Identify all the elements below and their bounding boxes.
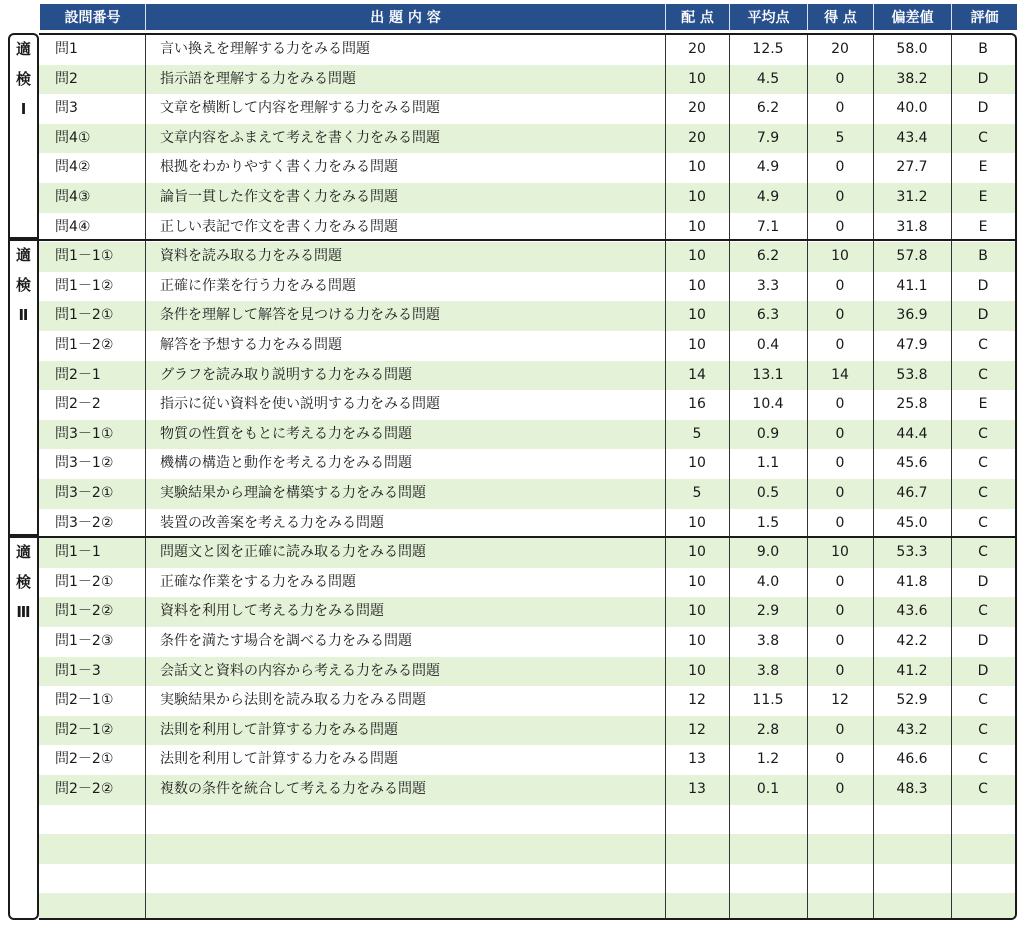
points-cell: 10 bbox=[688, 70, 706, 87]
header-score: 得 点 bbox=[808, 4, 874, 30]
rating-cell: B bbox=[978, 248, 988, 265]
average-cell: 1.2 bbox=[756, 751, 780, 768]
rating-cell: C bbox=[978, 425, 988, 442]
points-cell: 14 bbox=[688, 366, 706, 383]
points-cell: 10 bbox=[688, 633, 706, 649]
rating-cell: C bbox=[978, 603, 988, 620]
table-row bbox=[39, 153, 1015, 183]
section-label-1 bbox=[8, 33, 39, 239]
points-cell: 5 bbox=[692, 425, 702, 442]
deviation-cell: 36.9 bbox=[896, 307, 928, 324]
question-description: 資料を読み取る力をみる問題 bbox=[160, 248, 342, 265]
table-row bbox=[39, 479, 1015, 509]
points-cell: 10 bbox=[688, 603, 706, 620]
rating-cell: D bbox=[977, 633, 989, 649]
question-number: 問2－2 bbox=[55, 396, 101, 413]
section-label-char: Ⅱ bbox=[18, 306, 29, 324]
deviation-cell: 46.6 bbox=[896, 751, 928, 768]
question-number: 問1－2① bbox=[55, 307, 114, 324]
average-cell: 0.4 bbox=[756, 337, 780, 353]
deviation-cell: 27.7 bbox=[896, 159, 928, 176]
average-cell: 6.3 bbox=[756, 307, 780, 324]
question-description: 論旨一貫した作文を書く力をみる問題 bbox=[160, 189, 398, 205]
table-row bbox=[39, 361, 1015, 391]
table-row bbox=[39, 509, 1015, 539]
question-number: 問2 bbox=[55, 70, 78, 87]
average-cell: 3.3 bbox=[756, 277, 780, 294]
rating-cell: D bbox=[977, 277, 989, 294]
average-cell: 4.9 bbox=[756, 159, 780, 176]
deviation-cell: 52.9 bbox=[896, 692, 928, 709]
question-number: 問2－2② bbox=[55, 781, 114, 797]
rating-cell: D bbox=[977, 662, 989, 679]
question-number: 問3－1② bbox=[55, 455, 114, 472]
score-cell: 0 bbox=[835, 455, 845, 472]
average-cell: 7.1 bbox=[756, 218, 780, 235]
deviation-cell: 47.9 bbox=[896, 337, 928, 353]
question-number: 問4① bbox=[55, 129, 91, 146]
section-label-char: 適 bbox=[15, 246, 31, 264]
question-number: 問4③ bbox=[55, 189, 91, 205]
average-cell: 3.8 bbox=[756, 662, 780, 679]
table-row bbox=[39, 775, 1015, 805]
score-cell: 0 bbox=[835, 70, 845, 87]
score-cell: 0 bbox=[835, 396, 845, 413]
points-cell: 10 bbox=[688, 248, 706, 265]
section-label-char: 検 bbox=[15, 276, 31, 294]
row-stripe bbox=[39, 864, 1015, 894]
question-number: 問2－1② bbox=[55, 721, 114, 738]
points-cell: 10 bbox=[688, 307, 706, 324]
score-cell: 10 bbox=[831, 544, 849, 561]
rating-cell: E bbox=[978, 396, 988, 413]
question-description: 法則を利用して計算する力をみる問題 bbox=[160, 721, 398, 738]
rating-cell: C bbox=[978, 485, 988, 501]
question-number: 問3－2① bbox=[55, 485, 114, 501]
score-cell: 0 bbox=[835, 573, 845, 590]
question-number: 問1－1① bbox=[55, 248, 114, 265]
question-description: 文章内容をふまえて考えを書く力をみる問題 bbox=[160, 129, 440, 146]
points-cell: 10 bbox=[688, 544, 706, 561]
average-cell: 0.5 bbox=[756, 485, 780, 501]
average-cell: 2.9 bbox=[756, 603, 780, 620]
deviation-cell: 38.2 bbox=[896, 70, 928, 87]
header-rating: 評価 bbox=[952, 4, 1017, 30]
question-description: グラフを読み取り説明する力をみる問題 bbox=[160, 366, 412, 383]
rating-cell: C bbox=[978, 366, 988, 383]
row-stripe bbox=[39, 834, 1015, 864]
points-cell: 20 bbox=[688, 100, 706, 117]
question-description: 指示に従い資料を使い説明する力をみる問題 bbox=[160, 396, 440, 413]
points-cell: 10 bbox=[688, 337, 706, 353]
question-description: 条件を満たす場合を調べる力をみる問題 bbox=[160, 633, 412, 649]
average-cell: 11.5 bbox=[752, 692, 784, 709]
question-description: 解答を予想する力をみる問題 bbox=[160, 337, 342, 353]
deviation-cell: 31.8 bbox=[896, 218, 928, 235]
points-cell: 10 bbox=[688, 218, 706, 235]
question-number: 問3－1① bbox=[55, 425, 114, 442]
table-row bbox=[39, 420, 1015, 450]
average-cell: 2.8 bbox=[756, 721, 780, 738]
rating-cell: E bbox=[978, 159, 988, 176]
question-description: 実験結果から法則を読み取る力をみる問題 bbox=[160, 692, 426, 709]
question-description: 実験結果から理論を構築する力をみる問題 bbox=[160, 485, 426, 501]
header-deviation: 偏差値 bbox=[874, 4, 952, 30]
question-number: 問1－1② bbox=[55, 277, 114, 294]
question-description: 資料を利用して考える力をみる問題 bbox=[160, 603, 384, 620]
section-label-char: Ⅲ bbox=[16, 603, 31, 621]
question-description: 複数の条件を統合して考える力をみる問題 bbox=[160, 781, 426, 797]
table-row bbox=[39, 183, 1015, 213]
average-cell: 13.1 bbox=[752, 366, 784, 383]
score-cell: 20 bbox=[831, 41, 849, 57]
question-number: 問4② bbox=[55, 159, 91, 176]
deviation-cell: 43.6 bbox=[896, 603, 928, 620]
section-label-char: 検 bbox=[15, 573, 31, 591]
header-average: 平均点 bbox=[730, 4, 808, 30]
question-number: 問2－2① bbox=[55, 751, 114, 768]
average-cell: 10.4 bbox=[752, 396, 784, 413]
question-number: 問4④ bbox=[55, 218, 91, 235]
deviation-cell: 41.8 bbox=[896, 573, 928, 590]
average-cell: 0.9 bbox=[756, 425, 780, 442]
table-row bbox=[39, 94, 1015, 124]
table-row bbox=[39, 686, 1015, 716]
score-cell: 0 bbox=[835, 307, 845, 324]
deviation-cell: 44.4 bbox=[896, 425, 928, 442]
question-number: 問1－2① bbox=[55, 573, 114, 590]
score-cell: 0 bbox=[835, 277, 845, 294]
points-cell: 12 bbox=[688, 692, 706, 709]
deviation-cell: 57.8 bbox=[896, 248, 928, 265]
deviation-cell: 53.3 bbox=[896, 544, 928, 561]
rating-cell: D bbox=[977, 70, 989, 87]
average-cell: 3.8 bbox=[756, 633, 780, 649]
table-row bbox=[39, 597, 1015, 627]
question-number: 問1－1 bbox=[55, 544, 101, 561]
score-cell: 5 bbox=[835, 129, 845, 146]
question-description: 物質の性質をもとに考える力をみる問題 bbox=[160, 425, 412, 442]
deviation-cell: 53.8 bbox=[896, 366, 928, 383]
score-cell: 0 bbox=[835, 485, 845, 501]
average-cell: 0.1 bbox=[756, 781, 780, 797]
average-cell: 4.5 bbox=[756, 70, 780, 87]
section-label-3 bbox=[8, 536, 39, 920]
score-cell: 0 bbox=[835, 218, 845, 235]
deviation-cell: 58.0 bbox=[896, 41, 928, 57]
rating-cell: C bbox=[978, 544, 988, 561]
points-cell: 10 bbox=[688, 277, 706, 294]
rating-cell: E bbox=[978, 218, 988, 235]
question-description: 正確な作業をする力をみる問題 bbox=[160, 573, 356, 590]
question-description: 言い換えを理解する力をみる問題 bbox=[160, 41, 370, 57]
deviation-cell: 43.4 bbox=[896, 129, 928, 146]
score-cell: 0 bbox=[835, 662, 845, 679]
rating-cell: D bbox=[977, 573, 989, 590]
table-row bbox=[39, 627, 1015, 657]
score-cell: 0 bbox=[835, 100, 845, 117]
table-row bbox=[39, 272, 1015, 302]
rating-cell: C bbox=[978, 721, 988, 738]
rating-cell: D bbox=[977, 307, 989, 324]
section-label-char: 適 bbox=[15, 543, 31, 561]
deviation-cell: 41.1 bbox=[896, 277, 928, 294]
header-number: 設問番号 bbox=[40, 4, 146, 30]
table-row bbox=[39, 65, 1015, 95]
score-cell: 14 bbox=[831, 366, 849, 383]
rating-cell: B bbox=[978, 41, 988, 57]
question-description: 機構の構造と動作を考える力をみる問題 bbox=[160, 455, 412, 472]
rating-cell: C bbox=[978, 692, 988, 709]
points-cell: 12 bbox=[688, 721, 706, 738]
rating-cell: C bbox=[978, 751, 988, 768]
deviation-cell: 45.0 bbox=[896, 514, 928, 531]
question-number: 問3－2② bbox=[55, 514, 114, 531]
points-cell: 10 bbox=[688, 514, 706, 531]
table-row bbox=[39, 745, 1015, 775]
points-cell: 10 bbox=[688, 455, 706, 472]
row-stripe bbox=[39, 805, 1015, 835]
points-cell: 13 bbox=[688, 751, 706, 768]
table-row bbox=[39, 35, 1015, 65]
points-cell: 5 bbox=[692, 485, 702, 501]
question-description: 法則を利用して計算する力をみる問題 bbox=[160, 751, 398, 768]
score-cell: 12 bbox=[831, 692, 849, 709]
score-cell: 0 bbox=[835, 514, 845, 531]
average-cell: 1.1 bbox=[756, 455, 780, 472]
rating-cell: C bbox=[978, 514, 988, 531]
rating-cell: D bbox=[977, 100, 989, 117]
question-description: 正しい表記で作文を書く力をみる問題 bbox=[160, 218, 398, 235]
section-label-2 bbox=[8, 239, 39, 536]
question-number: 問1 bbox=[55, 41, 78, 57]
table-row bbox=[39, 242, 1015, 272]
question-description: 問題文と図を正確に読み取る力をみる問題 bbox=[160, 544, 426, 561]
points-cell: 10 bbox=[688, 573, 706, 590]
deviation-cell: 46.7 bbox=[896, 485, 928, 501]
header-points: 配 点 bbox=[666, 4, 730, 30]
points-cell: 16 bbox=[688, 396, 706, 413]
score-cell: 0 bbox=[835, 633, 845, 649]
deviation-cell: 41.2 bbox=[896, 662, 928, 679]
points-cell: 20 bbox=[688, 41, 706, 57]
section-label-char: Ⅰ bbox=[20, 100, 27, 118]
score-cell: 0 bbox=[835, 751, 845, 768]
section-label-char: 適 bbox=[15, 40, 31, 58]
question-description: 指示語を理解する力をみる問題 bbox=[160, 70, 356, 87]
question-description: 装置の改善案を考える力をみる問題 bbox=[160, 514, 384, 531]
score-cell: 0 bbox=[835, 425, 845, 442]
rating-cell: E bbox=[978, 189, 988, 205]
rating-cell: C bbox=[978, 129, 988, 146]
results-table bbox=[39, 33, 1017, 920]
score-cell: 0 bbox=[835, 159, 845, 176]
average-cell: 6.2 bbox=[756, 100, 780, 117]
deviation-cell: 42.2 bbox=[896, 633, 928, 649]
average-cell: 9.0 bbox=[756, 544, 780, 561]
deviation-cell: 31.2 bbox=[896, 189, 928, 205]
points-cell: 10 bbox=[688, 662, 706, 679]
rating-cell: C bbox=[978, 455, 988, 472]
table-row bbox=[39, 390, 1015, 420]
question-description: 正確に作業を行う力をみる問題 bbox=[160, 277, 356, 294]
question-number: 問1－3 bbox=[55, 662, 101, 679]
header-content: 出 題 内 容 bbox=[146, 4, 666, 30]
question-number: 問3 bbox=[55, 100, 78, 117]
table-row bbox=[39, 657, 1015, 687]
score-cell: 0 bbox=[835, 189, 845, 205]
deviation-cell: 45.6 bbox=[896, 455, 928, 472]
question-description: 文章を横断して内容を理解する力をみる問題 bbox=[160, 100, 440, 117]
question-description: 根拠をわかりやすく書く力をみる問題 bbox=[160, 159, 398, 176]
average-cell: 6.2 bbox=[756, 248, 780, 265]
score-cell: 0 bbox=[835, 721, 845, 738]
table-row bbox=[39, 331, 1015, 361]
score-cell: 0 bbox=[835, 781, 845, 797]
table-row bbox=[39, 568, 1015, 598]
section-label-char: 検 bbox=[15, 70, 31, 88]
points-cell: 10 bbox=[688, 159, 706, 176]
points-cell: 10 bbox=[688, 189, 706, 205]
table-row bbox=[39, 716, 1015, 746]
row-stripe bbox=[39, 893, 1015, 920]
rating-cell: C bbox=[978, 337, 988, 353]
table-row bbox=[39, 301, 1015, 331]
points-cell: 13 bbox=[688, 781, 706, 797]
average-cell: 12.5 bbox=[752, 41, 784, 57]
average-cell: 1.5 bbox=[756, 514, 780, 531]
deviation-cell: 40.0 bbox=[896, 100, 928, 117]
deviation-cell: 25.8 bbox=[896, 396, 928, 413]
points-cell: 20 bbox=[688, 129, 706, 146]
question-number: 問1－2③ bbox=[55, 633, 114, 649]
question-number: 問2－1① bbox=[55, 692, 114, 709]
question-description: 条件を理解して解答を見つける力をみる問題 bbox=[160, 307, 440, 324]
average-cell: 7.9 bbox=[756, 129, 780, 146]
question-number: 問1－2② bbox=[55, 337, 114, 353]
question-description: 会話文と資料の内容から考える力をみる問題 bbox=[160, 662, 440, 679]
score-cell: 10 bbox=[831, 248, 849, 265]
question-number: 問2－1 bbox=[55, 366, 101, 383]
table-row bbox=[39, 538, 1015, 568]
score-cell: 0 bbox=[835, 337, 845, 353]
table-row bbox=[39, 213, 1015, 243]
deviation-cell: 43.2 bbox=[896, 721, 928, 738]
table-row bbox=[39, 124, 1015, 154]
question-number: 問1－2② bbox=[55, 603, 114, 620]
rating-cell: C bbox=[978, 781, 988, 797]
score-cell: 0 bbox=[835, 603, 845, 620]
average-cell: 4.0 bbox=[756, 573, 780, 590]
deviation-cell: 48.3 bbox=[896, 781, 928, 797]
average-cell: 4.9 bbox=[756, 189, 780, 205]
table-row bbox=[39, 449, 1015, 479]
